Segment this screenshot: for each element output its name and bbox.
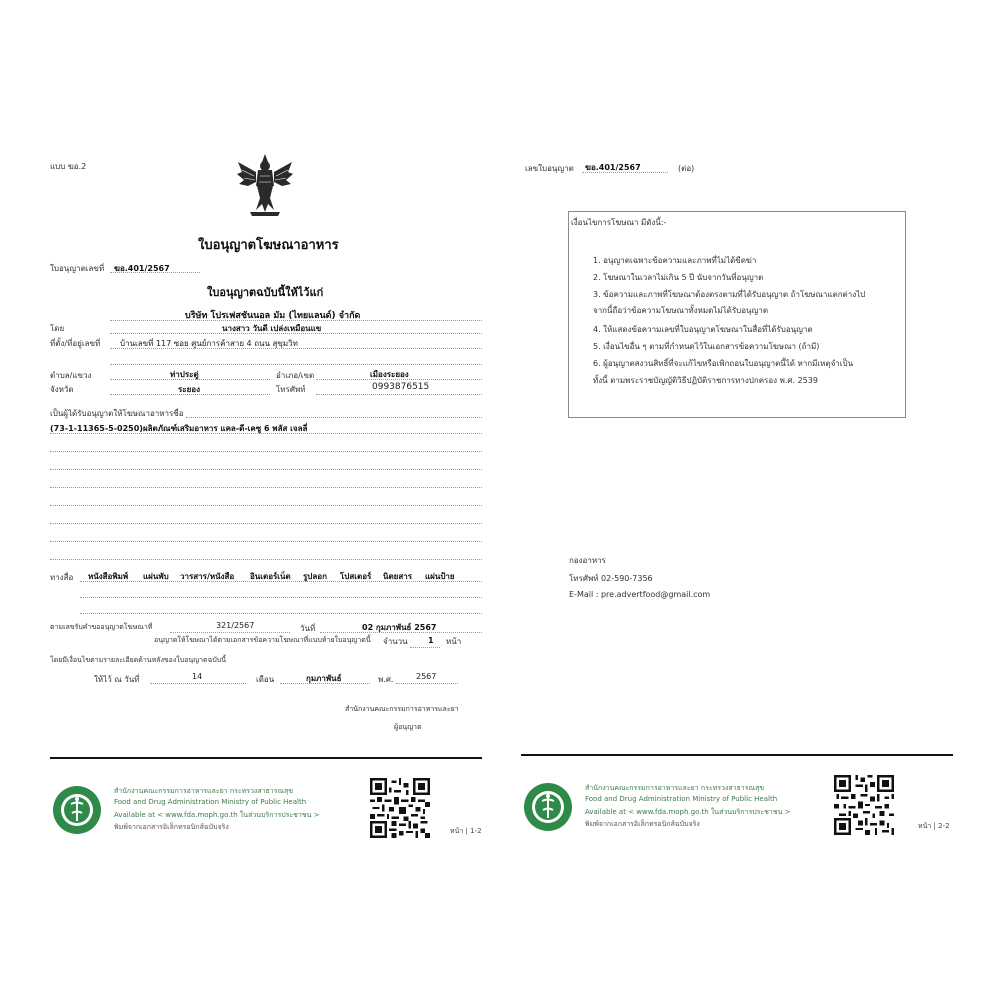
footer-print-note: พิมพ์จากเอกสารอิเล็กทรอนิกส์ฉบับจริง xyxy=(114,823,229,831)
document-title: ใบอนุญาตโฆษณาอาหาร xyxy=(198,238,339,253)
district: เมืองระยอง xyxy=(370,370,409,379)
condition-item: ทั้งนี้ ตามพระราชบัญญัติวิธีปฏิบัติราชการทางปกครอง พ.ศ. 2539 xyxy=(593,376,818,385)
media-label: ทางสื่อ xyxy=(50,573,74,582)
subdistrict-label: ตำบล/แขวง xyxy=(50,371,92,380)
condition-item: 6. ผู้อนุญาตสงวนสิทธิ์ที่จะแก้ไขหรือเพิกถอนใบอนุญาตนี้ได้ หากมีเหตุจำเป็น xyxy=(593,359,854,368)
division-email[interactable]: E-Mail : pre.advertfood@gmail.com xyxy=(569,590,711,599)
phone-label: โทรศัพท์ xyxy=(276,385,306,394)
given-day: 14 xyxy=(192,672,203,681)
condition-reference: โดยมีเงื่อนไขตามรายละเอียดด้านหลังของใบอนุญาตฉบับนี้ xyxy=(50,656,227,664)
date-label: วันที่ xyxy=(300,624,316,633)
count-label: จำนวน xyxy=(383,637,408,646)
year-label: พ.ศ. xyxy=(378,675,394,684)
media-item: แผ่นป้าย xyxy=(425,572,455,581)
footer-org-en: Food and Drug Administration Ministry of Public Health xyxy=(114,798,307,806)
approval-text: อนุญาตให้โฆษณาได้ตามเอกสารข้อความโฆษณาที่แนบท้ายใบอนุญาตนี้ xyxy=(154,636,371,644)
province-label: จังหวัด xyxy=(50,385,74,394)
product-intro: เป็นผู้ได้รับอนุญาตให้โฆษณาอาหารชื่อ xyxy=(50,409,184,418)
condition-item: 4. ให้แสดงข้อความเลขที่ใบอนุญาตโฆษณาในสื่อที่ได้รับอนุญาต xyxy=(593,325,813,334)
right-license-label: เลขใบอนุญาต xyxy=(525,164,574,173)
address-label: ที่ตั้ง/ที่อยู่เลขที่ xyxy=(50,339,101,348)
conditions-title: เงื่อนไขการโฆษณา มีดังนี้:- xyxy=(571,218,667,227)
fda-logo-icon xyxy=(52,785,102,835)
qr-code-icon xyxy=(370,778,430,838)
footer-rule xyxy=(521,754,953,756)
given-label: ให้ไว้ ณ วันที่ xyxy=(94,675,140,684)
date: 02 กุมภาพันธ์ 2567 xyxy=(362,623,437,632)
representative: นางสาว วันดี เปล่งเหมือนแข xyxy=(222,324,322,333)
given-month: กุมภาพันธ์ xyxy=(306,674,342,683)
division-phone: โทรศัพท์ 02-590-7356 xyxy=(569,574,653,583)
media-item: รูปลอก xyxy=(303,572,327,581)
request-label: ตามเลขรับคำขออนุญาตโฆษณาที่ xyxy=(50,623,153,631)
province: ระยอง xyxy=(178,385,200,394)
issued-to-heading: ใบอนุญาตฉบับนี้ให้ไว้แก่ xyxy=(207,286,324,299)
footer-print-note: พิมพ์จากเอกสารอิเล็กทรอนิกส์ฉบับจริง xyxy=(585,820,700,828)
right-license-no: ฆอ.401/2567 xyxy=(585,163,641,172)
qr-code-icon xyxy=(834,775,894,835)
continued-note: (ต่อ) xyxy=(678,164,695,173)
form-code: แบบ ฆอ.2 xyxy=(50,162,87,171)
authorizer: ผู้อนุญาต xyxy=(394,723,422,731)
issuing-office: สำนักงานคณะกรรมการอาหารและยา xyxy=(345,705,459,713)
media-item: หนังสือพิมพ์ xyxy=(88,572,129,581)
media-item: นิตยสาร xyxy=(383,572,413,581)
media-item: อินเตอร์เน็ต xyxy=(250,572,291,581)
by-label: โดย xyxy=(50,324,65,333)
given-year: 2567 xyxy=(416,672,437,681)
conditions-box xyxy=(568,211,906,418)
phone: 0993876515 xyxy=(372,382,430,392)
footer-org-th: สำนักงานคณะกรรมการอาหารและยา กระทรวงสาธารณสุข xyxy=(585,784,765,792)
license-no-label: ใบอนุญาตเลขที่ xyxy=(50,264,105,273)
license-no: ฆอ.401/2567 xyxy=(114,264,170,273)
footer-available[interactable]: Available at < www.fda.moph.go.th ในส่วนบริการประชาชน > xyxy=(585,808,791,816)
product-name: (73-1-11365-5-0250)ผลิตภัณฑ์เสริมอาหาร แคล-ดี-เคซู 6 พลัส เจลลี่ xyxy=(50,424,308,433)
footer-org-th: สำนักงานคณะกรรมการอาหารและยา กระทรวงสาธารณสุข xyxy=(114,787,294,795)
footer-available[interactable]: Available at < www.fda.moph.go.th ในส่วนบริการประชาชน > xyxy=(114,811,320,819)
footer-org-en: Food and Drug Administration Ministry of Public Health xyxy=(585,795,778,803)
division-name: กองอาหาร xyxy=(569,556,606,565)
page-count: 1 xyxy=(428,636,434,645)
company-name: บริษัท โปรเฟสชันนอล มัม (ไทยแลนด์) จำกัด xyxy=(185,311,361,321)
month-label: เดือน xyxy=(256,675,275,684)
condition-item: 3. ข้อความและภาพที่โฆษณาต้องตรงตามที่ได้รับอนุญาต ถ้าโฆษณาแตกต่างไป xyxy=(593,290,866,299)
request-no: 321/2567 xyxy=(216,621,255,630)
media-item: วารสาร/หนังสือ xyxy=(180,572,235,581)
fda-logo-icon xyxy=(523,782,573,832)
address: บ้านเลขที่ 117 ซอย ศูนย์การค้าสาย 4 ถนน สุขุมวิท xyxy=(120,339,298,348)
garuda-emblem-icon xyxy=(236,152,294,220)
page-number-left: หน้า | 1-2 xyxy=(450,827,482,835)
district-label: อำเภอ/เขต xyxy=(276,371,315,380)
footer-rule xyxy=(50,757,482,759)
page-unit: หน้า xyxy=(446,637,462,646)
subdistrict: ท่าประดู่ xyxy=(170,370,199,379)
condition-item: 2. โฆษณาในเวลาไม่เกิน 5 ปี นับจากวันที่อนุญาต xyxy=(593,273,764,282)
media-item: โปสเตอร์ xyxy=(340,572,372,581)
condition-item: 1. อนุญาตเฉพาะข้อความและภาพที่ไม่ได้ขีดฆ่า xyxy=(593,256,757,265)
condition-item: 5. เงื่อนไขอื่น ๆ ตามที่กำหนดไว้ในเอกสารข้อความโฆษณา (ถ้ามี) xyxy=(593,342,820,351)
page-number-right: หน้า | 2-2 xyxy=(918,822,950,830)
condition-item: จากนี้ถือว่าข้อความโฆษณาทั้งหมดไม่ได้รับอนุญาต xyxy=(593,306,769,315)
media-item: แผ่นพับ xyxy=(143,572,169,581)
